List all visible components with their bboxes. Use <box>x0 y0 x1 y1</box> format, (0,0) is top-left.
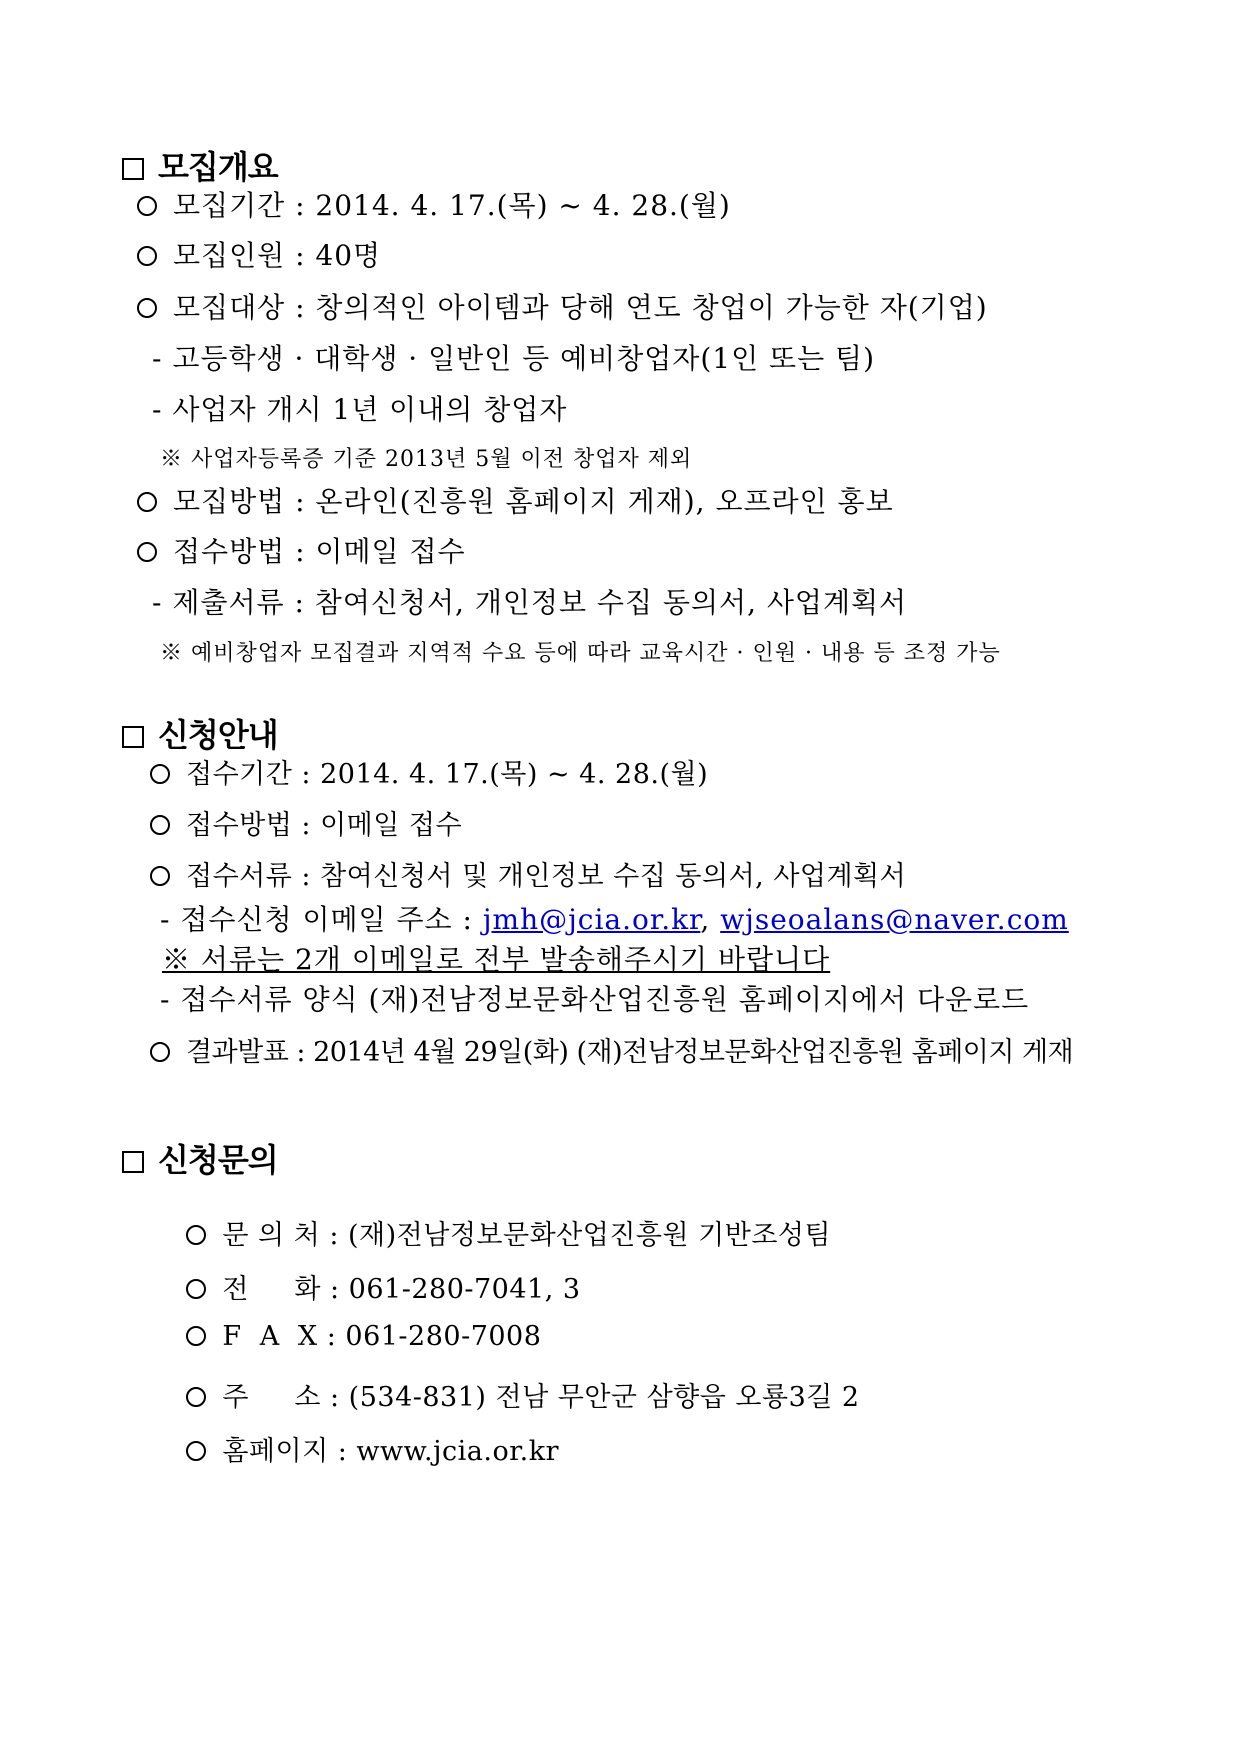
email-link-jcia[interactable]: jmh@jcia.or.kr <box>482 903 701 936</box>
item-recruit-count: 모집인원 : 40명 <box>137 234 381 274</box>
item-receipt-period: 접수기간 : 2014. 4. 17.(목) ~ 4. 28.(월) <box>150 752 708 791</box>
square-bullet-icon <box>122 1151 144 1173</box>
item-phone: 전 화 : 061-280-7041, 3 <box>150 1236 581 1337</box>
circle-bullet-icon <box>150 866 170 886</box>
circle-bullet-icon <box>137 298 157 318</box>
item-submit-method: 접수방법 : 이메일 접수 <box>137 530 466 570</box>
circle-bullet-icon <box>137 246 157 266</box>
section-heading-application-guide: 신청안내 <box>122 710 278 756</box>
circle-bullet-icon <box>150 764 170 784</box>
sub-item-target-startups: - 사업자 개시 1년 이내의 창업자 <box>152 393 568 426</box>
item-address: 주 소 : (534-831) 전남 무안군 삼향읍 오룡3길 2 <box>150 1344 860 1445</box>
sub-item-email-addresses: - 접수신청 이메일 주소 : jmh@jcia.or.kr, wjseoalans@naver.com <box>160 903 1069 936</box>
warning-send-both-emails: ※ 서류는 2개 이메일로 전부 발송해주시기 바랍니다 <box>162 943 831 976</box>
circle-bullet-icon <box>137 542 157 562</box>
note-exclusion: ※ 사업자등록증 기준 2013년 5월 이전 창업자 제외 <box>160 447 693 472</box>
circle-bullet-icon <box>186 1326 206 1346</box>
item-receipt-documents: 접수서류 : 참여신청서 및 개인정보 수집 동의서, 사업계획서 <box>150 854 906 893</box>
circle-bullet-icon <box>150 1042 170 1062</box>
square-bullet-icon <box>122 158 144 180</box>
section-heading-recruitment-overview: 모집개요 <box>122 142 278 188</box>
item-recruit-method: 모집방법 : 온라인(진흥원 홈페이지 게재), 오프라인 홍보 <box>137 480 894 520</box>
item-receipt-method: 접수방법 : 이메일 접수 <box>150 803 462 842</box>
sub-item-documents: - 제출서류 : 참여신청서, 개인정보 수집 동의서, 사업계획서 <box>152 586 908 619</box>
circle-bullet-icon <box>137 492 157 512</box>
item-recruit-target: 모집대상 : 창의적인 아이템과 당해 연도 창업이 가능한 자(기업) <box>137 286 988 326</box>
circle-bullet-icon <box>137 196 157 216</box>
item-recruit-period: 모집기간 : 2014. 4. 17.(목) ~ 4. 28.(월) <box>137 184 731 224</box>
note-adjustment: ※ 예비창업자 모집결과 지역적 수요 등에 따라 교육시간 · 인원 · 내용 등 조정 가능 <box>160 641 1001 666</box>
item-fax: F A X : 061-280-7008 <box>150 1290 541 1383</box>
item-homepage: 홈페이지 : www.jcia.or.kr <box>150 1398 559 1499</box>
sub-item-target-students: - 고등학생 · 대학생 · 일반인 등 예비창업자(1인 또는 팀) <box>152 342 875 375</box>
item-contact-office: 문 의 처 : (재)전남정보문화산업진흥원 기반조성팀 <box>150 1182 831 1283</box>
item-result-announcement: 결과발표 : 2014년 4월 29일(화) (재)전남정보문화산업진흥원 홈페이지 게재 <box>150 1030 1073 1069</box>
section-heading-inquiries: 신청문의 <box>122 1135 278 1181</box>
square-bullet-icon <box>122 726 144 748</box>
email-link-naver[interactable]: wjseoalans@naver.com <box>720 903 1069 936</box>
circle-bullet-icon <box>186 1441 206 1461</box>
circle-bullet-icon <box>150 815 170 835</box>
sub-item-form-download: - 접수서류 양식 (재)전남정보문화산업진흥원 홈페이지에서 다운로드 <box>160 983 1030 1016</box>
